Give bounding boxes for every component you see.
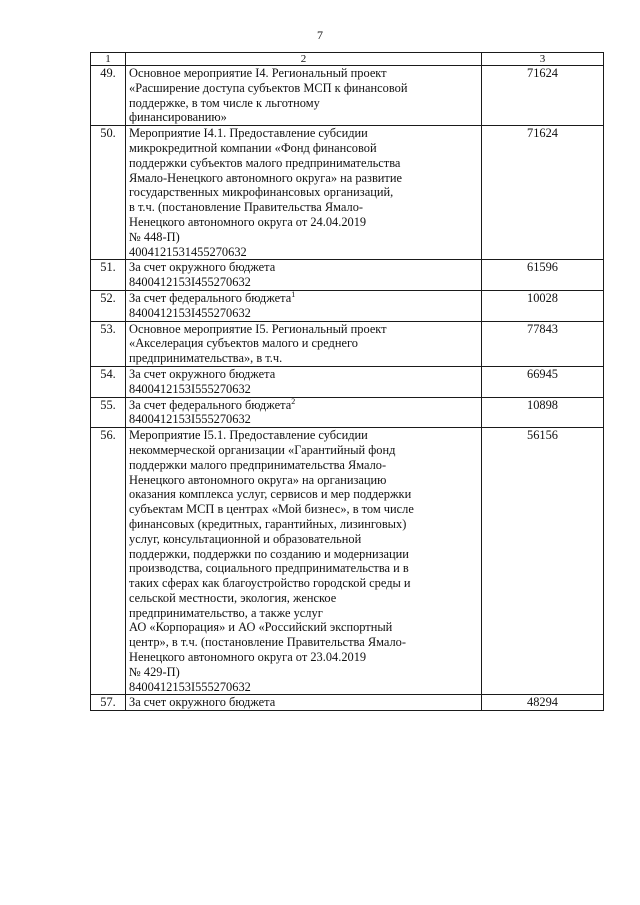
- description-line: центр», в т.ч. (постановление Правительства Ямало-: [129, 635, 406, 650]
- row-number: 54.: [91, 366, 126, 397]
- description-line: оказания комплекса услуг, сервисов и мер поддержки: [129, 487, 412, 502]
- column-header-amount: 3: [482, 53, 604, 66]
- table-row: [91, 428, 604, 695]
- description-line: За счет окружного бюджета: [129, 695, 276, 710]
- description-line: финансированию»: [129, 110, 227, 125]
- description-line: Мероприятие I4.1. Предоставление субсидии: [129, 126, 368, 141]
- row-description: [126, 397, 482, 428]
- table-row: [91, 290, 604, 321]
- description-line: [129, 291, 478, 306]
- description-line: таких сферах как благоустройство городской среды и: [129, 576, 411, 591]
- row-amount: 61596: [482, 260, 604, 291]
- row-amount: 71624: [482, 66, 604, 126]
- row-number: 51.: [91, 260, 126, 291]
- row-description: [126, 366, 482, 397]
- description-line: сельской местности, экология, женское: [129, 590, 337, 605]
- row-amount: 56156: [482, 428, 604, 695]
- description-line: поддержки малого предпринимательства Ямало-: [129, 457, 387, 472]
- description-line: предпринимательства», в т.ч.: [129, 351, 283, 366]
- row-number: 53.: [91, 321, 126, 366]
- description-line: поддержки, поддержки по созданию и модернизации: [129, 546, 409, 561]
- budget-code: 8400412153I555270632: [129, 679, 251, 694]
- table-row: [91, 695, 604, 711]
- column-header-number: 1: [91, 53, 126, 66]
- description-line: «Расширение доступа субъектов МСП к финансовой: [129, 80, 408, 95]
- row-number: 55.: [91, 397, 126, 428]
- row-description: [126, 290, 482, 321]
- description-text: За счет федерального бюджета: [129, 397, 292, 412]
- description-line: Основное мероприятие I4. Региональный проект: [129, 66, 387, 80]
- budget-code: 4004121531455270632: [129, 244, 247, 259]
- row-description: [126, 428, 482, 695]
- row-description: [126, 126, 482, 260]
- table-row: [91, 366, 604, 397]
- description-line: Ненецкого автономного округа от 24.04.2019: [129, 214, 367, 229]
- row-amount: 77843: [482, 321, 604, 366]
- description-line: услуг, консультационной и образовательной: [129, 531, 362, 546]
- row-description: [126, 66, 482, 126]
- page-number: 7: [317, 28, 323, 42]
- description-text: За счет федерального бюджета: [129, 290, 292, 305]
- description-line: производства, социального предпринимательства и в: [129, 561, 409, 576]
- row-description: [126, 260, 482, 291]
- table-row: [91, 66, 604, 126]
- description-line: Ненецкого автономного округа от 23.04.2019: [129, 650, 367, 665]
- table-row: [91, 397, 604, 428]
- description-line: № 448-П): [129, 229, 180, 244]
- budget-code: 8400412153I555270632: [129, 412, 251, 427]
- description-line: предпринимательство, а также услуг: [129, 605, 323, 620]
- table-row: [91, 260, 604, 291]
- row-number: 49.: [91, 66, 126, 126]
- description-line: поддержке, в том числе к льготному: [129, 95, 320, 110]
- budget-code: 8400412153I555270632: [129, 381, 251, 396]
- description-line: Мероприятие I5.1. Предоставление субсидии: [129, 428, 368, 443]
- row-amount: 10028: [482, 290, 604, 321]
- row-number: 52.: [91, 290, 126, 321]
- description-line: некоммерческой организации «Гарантийный фонд: [129, 442, 396, 457]
- table-row: [91, 126, 604, 260]
- table-header-row: [91, 53, 604, 66]
- description-line: в т.ч. (постановление Правительства Ямало-: [129, 200, 364, 215]
- description-line: «Акселерация субъектов малого и среднего: [129, 336, 358, 351]
- row-number: 50.: [91, 126, 126, 260]
- description-line: Ямало-Ненецкого автономного округа» на развитие: [129, 170, 402, 185]
- description-line: микрокредитной компании «Фонд финансовой: [129, 140, 377, 155]
- row-number: 56.: [91, 428, 126, 695]
- row-amount: 66945: [482, 366, 604, 397]
- budget-code: 8400412153I455270632: [129, 275, 251, 290]
- footnote-marker: 1: [291, 289, 296, 299]
- row-number: 57.: [91, 695, 126, 711]
- description-line: финансовых (кредитных, гарантийных, лизинговых): [129, 516, 407, 531]
- row-amount: 48294: [482, 695, 604, 711]
- row-amount: 71624: [482, 126, 604, 260]
- description-line: Ненецкого автономного округа» на организацию: [129, 472, 387, 487]
- description-line: субъектам МСП в центрах «Мой бизнес», в том числе: [129, 502, 414, 517]
- description-line: За счет окружного бюджета: [129, 366, 276, 381]
- table-row: [91, 321, 604, 366]
- description-line: государственных микрофинансовых организаций,: [129, 185, 394, 200]
- row-description: [126, 695, 482, 711]
- budget-table: [90, 52, 604, 711]
- description-line: Основное мероприятие I5. Региональный проект: [129, 321, 387, 336]
- budget-code: 8400412153I455270632: [129, 305, 251, 320]
- description-line: АО «Корпорация» и АО «Российский экспортный: [129, 620, 393, 635]
- column-header-description: 2: [126, 53, 482, 66]
- description-line: № 429-П): [129, 664, 180, 679]
- description-line: За счет окружного бюджета: [129, 260, 276, 275]
- footnote-marker: 2: [291, 396, 296, 406]
- row-description: [126, 321, 482, 366]
- row-amount: 10898: [482, 397, 604, 428]
- description-line: [129, 398, 478, 413]
- description-line: поддержки субъектов малого предпринимательства: [129, 155, 401, 170]
